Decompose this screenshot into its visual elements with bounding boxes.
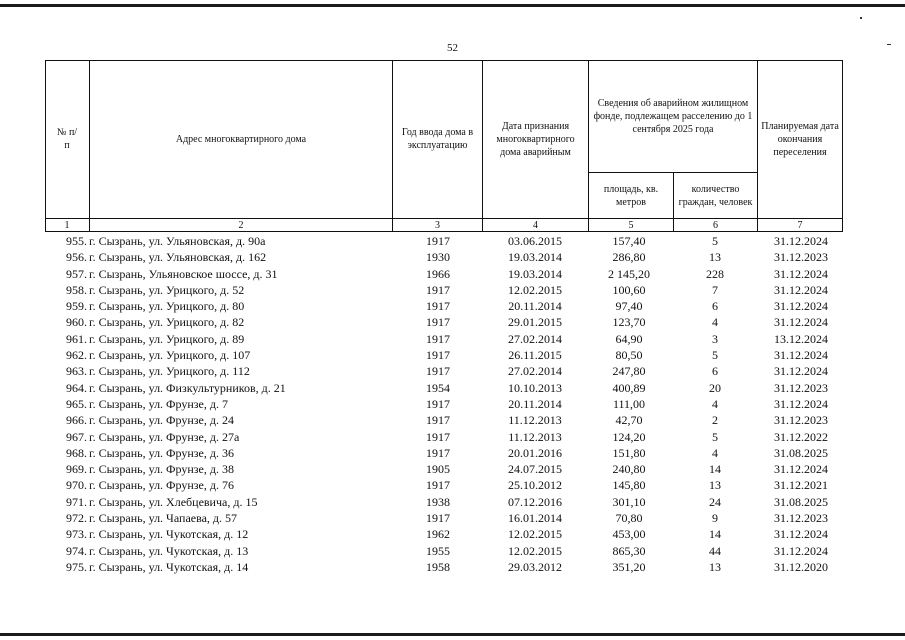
row-year: 1917 (426, 445, 450, 460)
row-year: 1962 (426, 527, 450, 542)
row-address: г. Сызрань, ул. Урицкого, д. 80 (89, 299, 245, 314)
row-people: 13 (709, 478, 721, 493)
row-area: 351,20 (612, 559, 646, 574)
row-address: г. Сызрань, ул. Фрунзе, д. 7 (89, 396, 228, 411)
row-year: 1917 (426, 396, 450, 411)
table-row (45, 266, 843, 282)
row-planned-date: 31.12.2024 (774, 266, 828, 281)
row-year: 1917 (426, 511, 450, 526)
row-area: 42,70 (615, 413, 643, 428)
table-row (45, 526, 843, 542)
row-address: г. Сызрань, ул. Ульяновская, д. 162 (89, 250, 267, 265)
row-address: г. Сызрань, Ульяновское шоссе, д. 31 (89, 266, 278, 281)
row-area: 100,60 (612, 282, 646, 297)
header-area: площадь, кв. метров (603, 183, 659, 208)
bottom-scan-border (0, 633, 905, 636)
row-address: г. Сызрань, ул. Урицкого, д. 82 (89, 315, 245, 330)
row-area: 157,40 (612, 234, 646, 248)
table-row (45, 314, 843, 330)
table-row (45, 494, 843, 510)
scan-speck (860, 17, 862, 19)
table-row (45, 331, 843, 347)
row-area: 80,50 (615, 348, 643, 363)
header-num: № п/п (56, 127, 78, 151)
header-year: Год ввода дома в эксплуатацию (401, 127, 474, 151)
column-number: 1 (64, 219, 70, 231)
row-date: 12.02.2015 (508, 543, 562, 558)
row-address: г. Сызрань, ул. Фрунзе, д. 27а (89, 429, 240, 444)
table-row (45, 543, 843, 559)
row-number: 957. (66, 266, 87, 281)
row-date: 24.07.2015 (508, 462, 562, 477)
row-area: 865,30 (612, 543, 646, 558)
row-planned-date: 31.12.2024 (774, 234, 828, 248)
row-area: 64,90 (615, 331, 643, 346)
row-year: 1917 (426, 364, 450, 379)
row-planned-date: 31.12.2021 (774, 478, 828, 493)
row-people: 5 (712, 429, 718, 444)
header-people: количество граждан, человек (678, 183, 753, 208)
row-address: г. Сызрань, ул. Урицкого, д. 52 (89, 282, 245, 297)
row-number: 968. (66, 445, 87, 460)
header-bottom-border (45, 231, 843, 232)
row-planned-date: 31.12.2024 (774, 299, 828, 314)
row-people: 5 (712, 234, 718, 248)
row-address: г. Сызрань, ул. Урицкого, д. 89 (89, 331, 245, 346)
table-row (45, 347, 843, 363)
row-area: 400,89 (612, 380, 646, 395)
row-planned-date: 31.08.2025 (774, 494, 828, 509)
row-area: 145,80 (612, 478, 646, 493)
row-planned-date: 31.12.2022 (774, 429, 828, 444)
row-number: 962. (66, 348, 87, 363)
table-row (45, 282, 843, 298)
row-date: 20.11.2014 (508, 299, 562, 314)
row-planned-date: 31.12.2023 (774, 380, 828, 395)
row-address: г. Сызрань, ул. Фрунзе, д. 38 (89, 462, 234, 477)
row-people: 5 (712, 348, 718, 363)
row-planned-date: 31.12.2023 (774, 511, 828, 526)
column-number: 5 (628, 219, 634, 231)
row-people: 44 (709, 543, 721, 558)
row-address: г. Сызрань, ул. Фрунзе, д. 24 (89, 413, 234, 428)
row-area: 111,00 (612, 396, 646, 411)
row-address: г. Сызрань, ул. Чукотская, д. 12 (89, 527, 249, 542)
row-area: 286,80 (612, 250, 646, 265)
row-date: 20.01.2016 (508, 445, 562, 460)
table-row (45, 298, 843, 314)
row-planned-date: 31.12.2024 (774, 315, 828, 330)
header-date: Дата признания многоквартирного дома аварийным (496, 120, 575, 158)
row-number: 975. (66, 559, 87, 574)
row-address: г. Сызрань, ул. Фрунзе, д. 76 (89, 478, 234, 493)
row-people: 2 (712, 413, 718, 428)
row-people: 13 (709, 250, 721, 265)
row-people: 4 (712, 315, 718, 330)
row-people: 6 (712, 364, 718, 379)
row-year: 1917 (426, 478, 450, 493)
row-people: 4 (712, 396, 718, 411)
row-date: 11.12.2013 (508, 413, 562, 428)
table-body (45, 233, 843, 575)
table-row (45, 380, 843, 396)
row-address: г. Сызрань, ул. Хлебцевича, д. 15 (89, 494, 258, 509)
row-year: 1938 (426, 494, 450, 509)
table-row (45, 445, 843, 461)
table-row (45, 510, 843, 526)
column-number: 4 (533, 219, 538, 231)
row-year: 1955 (426, 543, 450, 558)
row-number: 959. (66, 299, 87, 314)
row-people: 228 (706, 266, 724, 281)
table-header (45, 60, 843, 232)
row-address: г. Сызрань, ул. Чукотская, д. 14 (89, 559, 249, 574)
row-area: 247,80 (612, 364, 646, 379)
row-address: г. Сызрань, ул. Фрунзе, д. 36 (89, 445, 234, 460)
row-number: 967. (66, 429, 87, 444)
row-planned-date: 31.12.2024 (774, 543, 828, 558)
row-planned-date: 31.12.2024 (774, 348, 828, 363)
row-people: 14 (709, 462, 721, 477)
row-area: 2 145,20 (608, 266, 650, 281)
row-planned-date: 31.12.2024 (774, 527, 828, 542)
row-year: 1930 (426, 250, 450, 265)
row-number: 971. (66, 494, 87, 509)
row-area: 97,40 (615, 299, 643, 314)
row-planned-date: 31.12.2024 (774, 396, 828, 411)
row-planned-date: 13.12.2024 (774, 331, 828, 346)
row-area: 124,20 (612, 429, 646, 444)
header-address: Адрес многоквартирного дома (175, 133, 307, 145)
table-row (45, 477, 843, 493)
row-year: 1917 (426, 299, 450, 314)
row-area: 240,80 (612, 462, 646, 477)
row-number: 958. (66, 282, 87, 297)
row-number: 964. (66, 380, 87, 395)
row-date: 11.12.2013 (508, 429, 562, 444)
row-date: 26.11.2015 (508, 348, 562, 363)
row-number: 969. (66, 462, 87, 477)
row-date: 27.02.2014 (508, 331, 562, 346)
row-year: 1954 (426, 380, 450, 395)
header-planned: Планируемая дата окончания переселения (761, 120, 839, 158)
row-people: 14 (709, 527, 721, 542)
row-date: 16.01.2014 (508, 511, 562, 526)
row-area: 123,70 (612, 315, 646, 330)
page-number: 52 (447, 42, 458, 54)
column-number: 6 (713, 219, 718, 231)
row-year: 1917 (426, 429, 450, 444)
row-address: г. Сызрань, ул. Чапаева, д. 57 (89, 511, 238, 526)
row-people: 3 (712, 331, 718, 346)
row-planned-date: 31.08.2025 (774, 445, 828, 460)
row-date: 03.06.2015 (508, 234, 562, 248)
row-number: 960. (66, 315, 87, 330)
row-people: 4 (712, 445, 718, 460)
row-date: 29.03.2012 (508, 559, 562, 574)
row-number: 972. (66, 511, 87, 526)
table-row (45, 461, 843, 477)
row-address: г. Сызрань, ул. Урицкого, д. 112 (89, 364, 250, 379)
row-people: 7 (712, 282, 718, 297)
header-group: Сведения об аварийном жилищном фонде, подлежащем расселению до 1 сентября 2025 года (593, 97, 753, 135)
row-date: 19.03.2014 (508, 266, 562, 281)
row-planned-date: 31.12.2024 (774, 282, 828, 297)
table-row (45, 429, 843, 445)
row-date: 27.02.2014 (508, 364, 562, 379)
row-area: 453,00 (612, 527, 646, 542)
row-date: 29.01.2015 (508, 315, 562, 330)
row-number: 974. (66, 543, 87, 558)
row-planned-date: 31.12.2024 (774, 462, 828, 477)
column-number: 2 (238, 219, 244, 231)
row-year: 1917 (426, 413, 450, 428)
row-year: 1917 (426, 331, 450, 346)
row-number: 955. (66, 234, 87, 248)
row-year: 1917 (426, 234, 450, 248)
top-scan-border (0, 4, 905, 7)
table-row (45, 233, 843, 249)
row-number: 973. (66, 527, 87, 542)
row-people: 13 (709, 559, 721, 574)
header-border (842, 60, 843, 232)
column-number: 3 (435, 219, 440, 231)
row-number: 970. (66, 478, 87, 493)
row-address: г. Сызрань, ул. Урицкого, д. 107 (89, 348, 251, 363)
row-date: 19.03.2014 (508, 250, 562, 265)
row-date: 12.02.2015 (508, 282, 562, 297)
row-year: 1958 (426, 559, 450, 574)
row-number: 961. (66, 331, 87, 346)
row-year: 1905 (426, 462, 450, 477)
column-number: 7 (797, 219, 803, 231)
row-area: 301,10 (612, 494, 646, 509)
row-number: 956. (66, 250, 87, 265)
table-row (45, 363, 843, 379)
row-people: 6 (712, 299, 718, 314)
table-row (45, 396, 843, 412)
row-year: 1966 (426, 266, 450, 281)
row-people: 9 (712, 511, 718, 526)
row-address: г. Сызрань, ул. Физкультурников, д. 21 (89, 380, 286, 395)
row-number: 965. (66, 396, 87, 411)
row-date: 25.10.2012 (508, 478, 562, 493)
row-year: 1917 (426, 315, 450, 330)
row-year: 1917 (426, 282, 450, 297)
row-area: 151,80 (612, 445, 646, 460)
row-planned-date: 31.12.2023 (774, 413, 828, 428)
row-number: 963. (66, 364, 87, 379)
row-date: 10.10.2013 (508, 380, 562, 395)
header-border (45, 60, 46, 232)
row-address: г. Сызрань, ул. Ульяновская, д. 90а (89, 234, 266, 248)
row-number: 966. (66, 413, 87, 428)
row-planned-date: 31.12.2023 (774, 250, 828, 265)
table-row (45, 559, 843, 575)
row-area: 70,80 (615, 511, 643, 526)
row-date: 12.02.2015 (508, 527, 562, 542)
row-address: г. Сызрань, ул. Чукотская, д. 13 (89, 543, 249, 558)
row-year: 1917 (426, 348, 450, 363)
row-planned-date: 31.12.2024 (774, 364, 828, 379)
row-planned-date: 31.12.2020 (774, 559, 828, 574)
table-row (45, 412, 843, 428)
row-date: 07.12.2016 (508, 494, 562, 509)
row-date: 20.11.2014 (508, 396, 562, 411)
row-people: 24 (709, 494, 721, 509)
row-people: 20 (709, 380, 721, 395)
table-row (45, 249, 843, 265)
